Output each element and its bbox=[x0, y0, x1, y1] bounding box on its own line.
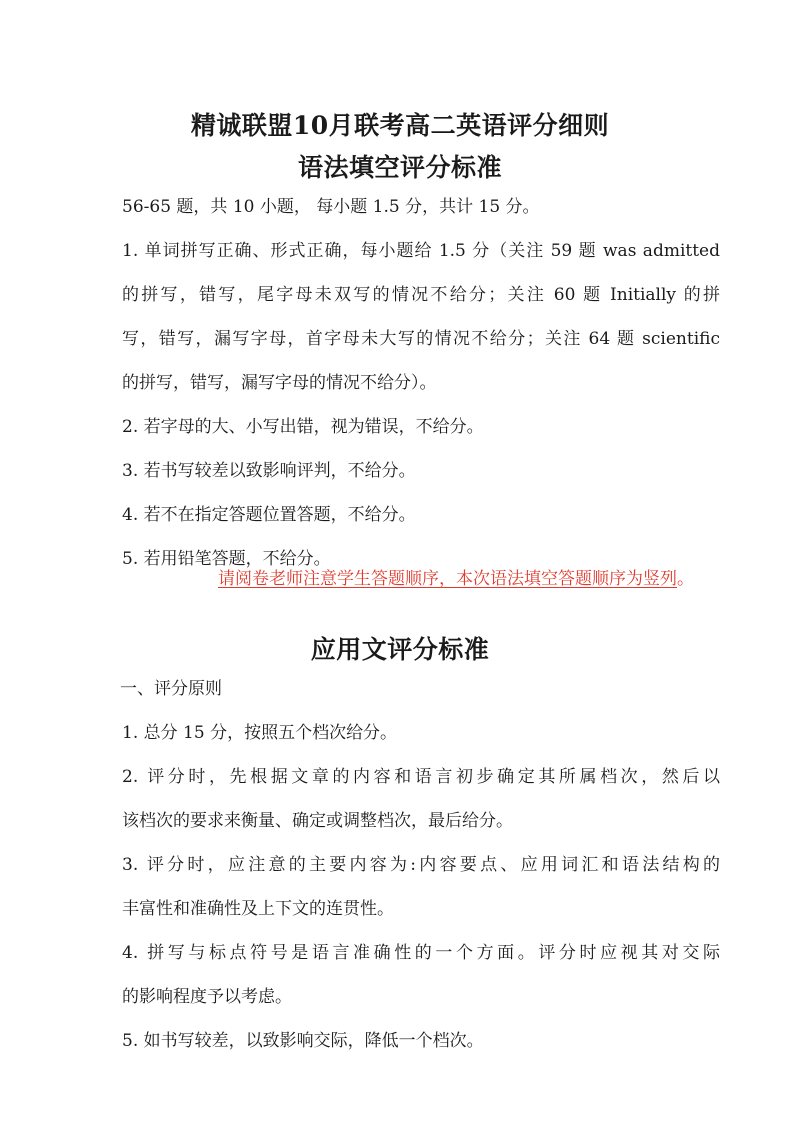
grammar-rule-1-line-2: 的拼写，错写，尾字母未双写的情况不给分；关注 60 题 Initially 的拼 bbox=[122, 285, 720, 305]
grammar-rule-2: 2. 若字母的大、小写出错，视为错误，不给分。 bbox=[122, 417, 484, 437]
writing-principle-4-line-2: 的影响程度予以考虑。 bbox=[122, 987, 292, 1007]
writing-principle-5: 5. 如书写较差，以致影响交际，降低一个档次。 bbox=[122, 1031, 484, 1051]
writing-section-title: 应用文评分标准 bbox=[310, 635, 490, 664]
grammar-rule-5: 5. 若用铅笔答题，不给分。 bbox=[122, 549, 331, 569]
writing-principle-2-line-1: 2. 评分时，先根据文章的内容和语言初步确定其所属档次，然后以 bbox=[122, 767, 720, 787]
writing-principle-1: 1. 总分 15 分，按照五个档次给分。 bbox=[122, 723, 398, 743]
grammar-rule-1-line-1: 1. 单词拼写正确、形式正确，每小题给 1.5 分（关注 59 题 was admitted bbox=[122, 241, 720, 261]
grading-notice bbox=[218, 568, 694, 590]
grading-notice-period: 。 bbox=[677, 569, 694, 589]
grammar-section-title: 语法填空评分标准 bbox=[297, 153, 502, 182]
writing-principle-3-line-1: 3. 评分时，应注意的主要内容为:内容要点、应用词汇和语法结构的 bbox=[122, 855, 720, 875]
writing-principle-4-line-1: 4. 拼写与标点符号是语言准确性的一个方面。评分时应视其对交际 bbox=[122, 943, 720, 963]
grammar-rule-4: 4. 若不在指定答题位置答题，不给分。 bbox=[122, 505, 416, 525]
document-title: 精诚联盟10月联考高二英语评分细则 bbox=[190, 111, 610, 140]
writing-principle-2-line-2: 该档次的要求来衡量、确定或调整档次，最后给分。 bbox=[122, 811, 513, 831]
writing-principles-heading: 一、评分原则 bbox=[120, 679, 222, 699]
grammar-rule-1-line-4: 的拼写，错写，漏写字母的情况不给分）。 bbox=[122, 373, 437, 393]
grammar-rule-1-line-3: 写，错写，漏写字母，首字母未大写的情况不给分；关注 64 题 scientific bbox=[122, 329, 720, 349]
grammar-rule-3: 3. 若书写较差以致影响评判，不给分。 bbox=[122, 461, 416, 481]
writing-principle-3-line-2: 丰富性和准确性及上下文的连贯性。 bbox=[122, 899, 394, 919]
grading-notice-text: 请阅卷老师注意学生答题顺序，本次语法填空答题顺序为竖列 bbox=[218, 569, 677, 589]
grammar-intro: 56-65 题，共 10 小题， 每小题 1.5 分，共计 15 分。 bbox=[122, 197, 540, 217]
